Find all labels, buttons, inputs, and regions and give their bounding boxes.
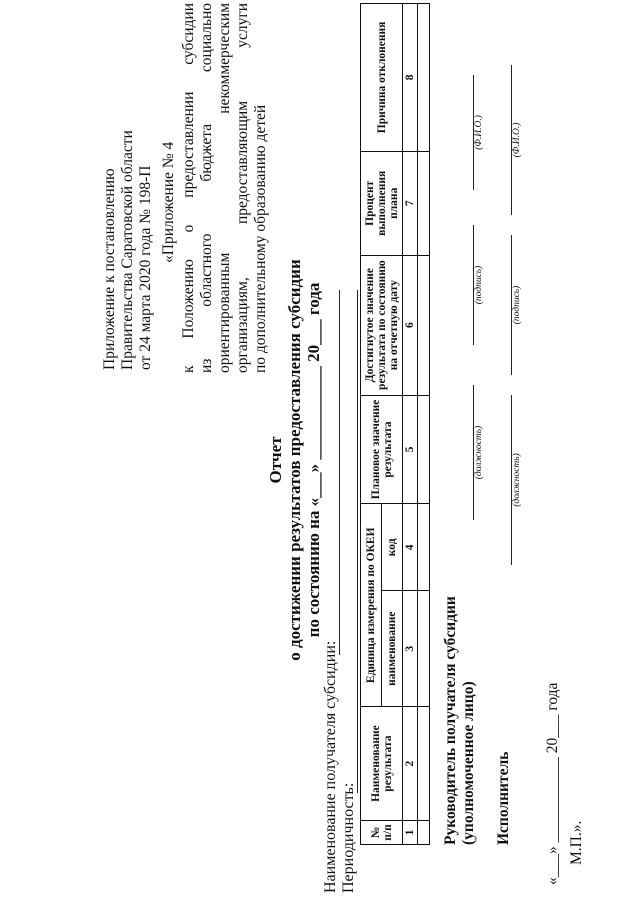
header-unit-group: Единица измерения по ОКЕИ xyxy=(361,504,382,707)
name-caption: (Ф.И.О.) xyxy=(474,115,484,150)
appendix-block xyxy=(101,130,155,370)
annex-number: «Приложение № 4 xyxy=(160,141,177,263)
table-cell xyxy=(418,4,430,152)
col-number: 5 xyxy=(403,395,418,504)
head-line: (уполномоченное лицо) xyxy=(460,681,477,845)
period-line xyxy=(357,290,358,793)
recipient-line xyxy=(339,290,340,655)
annex-line: организациям, предоставляющим услуги xyxy=(234,3,251,373)
header-plan: Плановое значение результата xyxy=(361,395,403,504)
header-num: № п/п xyxy=(361,821,403,845)
table-cell xyxy=(418,395,430,504)
col-number: 7 xyxy=(403,151,418,255)
table-cell xyxy=(418,151,430,255)
col-number: 2 xyxy=(403,707,418,821)
appendix-line: Приложение к постановлению xyxy=(101,168,118,370)
col-number: 6 xyxy=(403,255,418,395)
head-signature-label xyxy=(442,596,478,845)
results-table xyxy=(360,3,430,845)
executor-label: Исполнитель xyxy=(495,751,512,845)
title-line: по состоянию на «___» ___________ 20___ года xyxy=(304,282,323,638)
annex-line: из областного бюджета социально xyxy=(198,3,215,373)
appendix-line: Правительства Саратовской области xyxy=(119,130,136,370)
position-caption: (должность) xyxy=(474,425,484,480)
signature-caption: (подпись) xyxy=(474,265,484,305)
col-number: 4 xyxy=(403,504,418,591)
annex-text-block xyxy=(180,3,270,373)
annex-line: по дополнительному образованию детей xyxy=(252,104,269,373)
col-number: 1 xyxy=(403,821,418,845)
table-cell xyxy=(418,707,430,821)
annex-line: ориентированным некоммерческим xyxy=(216,3,233,373)
table-cell xyxy=(418,591,430,707)
header-unit-name: наименование xyxy=(382,591,403,707)
stamp-label: М.П.». xyxy=(568,820,585,865)
date-line: «___» ___________ 20___ года xyxy=(544,682,561,885)
recipient-label: Наименование получателя субсидии: xyxy=(322,640,339,893)
period-label: Периодичность: xyxy=(340,782,357,893)
header-unit-code: код xyxy=(382,504,403,591)
annex-line: к Положению о предоставлении субсидии xyxy=(180,3,197,373)
header-reason: Причина отклонения xyxy=(361,4,403,152)
head-line: Руководитель получателя субсидии xyxy=(442,596,459,845)
report-title xyxy=(266,200,323,720)
header-achieved: Достигнутое значение результата по состоянию на отчетную дату xyxy=(361,255,403,395)
col-number: 8 xyxy=(403,4,418,152)
col-number: 3 xyxy=(403,591,418,707)
table-cell xyxy=(418,504,430,591)
position-caption: (должность) xyxy=(512,453,522,507)
signature-caption: (подпись) xyxy=(512,285,522,325)
header-percent: Процент выполнения плана xyxy=(361,151,403,255)
table-cell xyxy=(418,821,430,845)
appendix-line: от 24 марта 2020 года № 198-П xyxy=(137,165,154,370)
table-cell xyxy=(418,255,430,395)
title-line: Отчет xyxy=(266,436,285,484)
name-caption: (Ф.И.О.) xyxy=(512,122,522,158)
title-line: о достижении результатов предоставления субсидии xyxy=(285,259,304,661)
header-name: Наименование результата xyxy=(361,707,403,821)
